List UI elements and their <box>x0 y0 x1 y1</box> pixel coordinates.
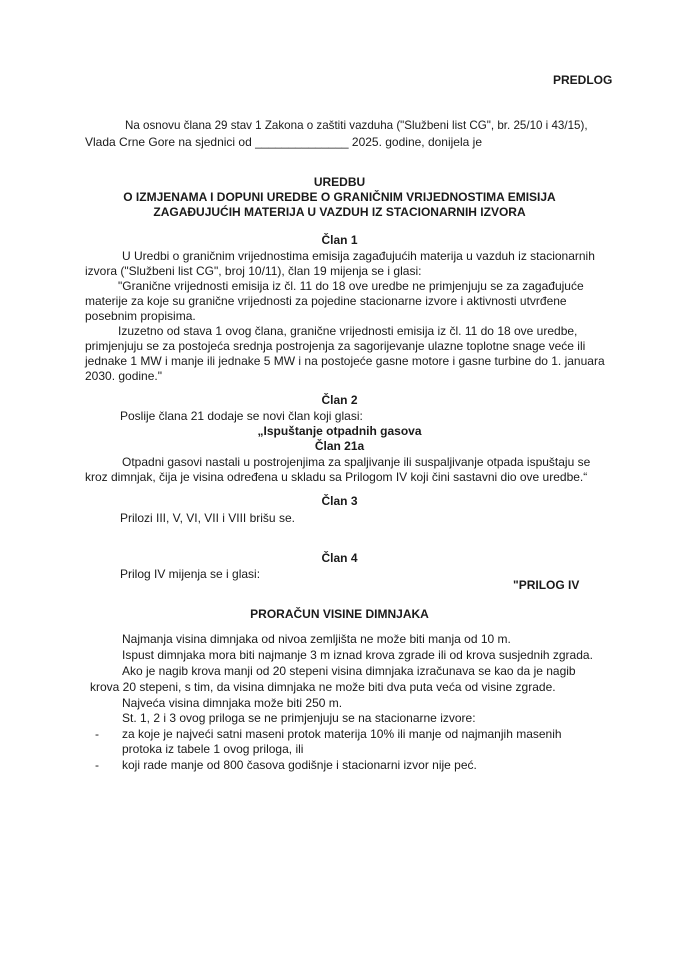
proracun-line: St. 1, 2 i 3 ovog priloga se ne primjenjuju se na stacionarne izvore: <box>122 711 476 725</box>
proracun-bullet: za koje je najveći satni maseni protok materija 10% ili manje od najmanjih masenih <box>122 727 562 741</box>
clan1-line: posebnim propisima. <box>85 309 196 323</box>
clan1-line: "Granične vrijednosti emisija iz čl. 11 do 18 ove uredbe ne primjenjuju se za zagađujuće <box>118 279 584 293</box>
title-line-1: UREDBU <box>313 175 366 189</box>
intro-line-2-part2: 2025. godine, donijela je <box>351 135 482 149</box>
proracun-line: Ako je nagib krova manji od 20 stepeni visina dimnjaka izračunava se kao da je nagib <box>122 664 576 678</box>
clan2-subtitle: „Ispuštanje otpadnih gasova <box>257 424 422 438</box>
clan2-line: Otpadni gasovi nastali u postrojenjima za spaljivanje ili suspaljivanje otpada ispuštaju se <box>122 455 591 469</box>
clan2-heading: Član 2 <box>321 393 358 407</box>
proracun-bullet: koji rade manje od 800 časova godišnje i stacionarni izvor nije peć. <box>122 758 477 772</box>
proracun-bullet-continued: protoka iz tabele 1 ovog priloga, ili <box>122 742 304 756</box>
clan1-line: primjenjuju se za postojeća srednja postrojenja za sagorijevanje ulazne toplotne snage veće ili <box>85 339 586 353</box>
clan1-line: jednake 1 MW i manje ili jednake 5 MW i na postojeće gasne motore i gasne turbine do 1. januara <box>85 354 605 368</box>
predlog-label: PREDLOG <box>553 73 613 87</box>
intro-line-1: Na osnovu člana 29 stav 1 Zakona o zaštiti vazduha ("Službeni list CG", br. 25/10 i 43/15), <box>125 119 588 132</box>
title-line-3: ZAGAĐUJUĆIH MATERIJA U VAZDUH IZ STACIONARNIH IZVORA <box>153 205 526 219</box>
proracun-line: Najmanja visina dimnjaka od nivoa zemljišta ne može biti manja od 10 m. <box>122 632 511 646</box>
clan1-line: Izuzetno od stava 1 ovog člana, granične vrijednosti emisija iz čl. 11 do 18 ove uredbe, <box>118 324 578 338</box>
clan4-heading: Član 4 <box>321 551 358 565</box>
proracun-line: krova 20 stepeni, s tim, da visina dimnjaka ne može biti dva puta veća od visine zgrade. <box>90 680 556 694</box>
bullet-dash: - <box>95 727 99 741</box>
clan3-text: Prilozi III, V, VI, VII i VIII brišu se. <box>120 511 295 525</box>
clan1-heading: Član 1 <box>321 233 358 247</box>
clan2-subheading: Član 21a <box>314 439 365 453</box>
intro-line-2-blank: ______________ <box>255 135 349 149</box>
intro-line-2 <box>85 135 482 149</box>
intro-line-2-part1: Vlada Crne Gore na sjednici od <box>85 135 252 149</box>
title-line-2: O IZMJENAMA I DOPUNI UREDBE O GRANIČNIM VRIJEDNOSTIMA EMISIJA <box>123 190 556 204</box>
proracun-line: Ispust dimnjaka mora biti najmanje 3 m iznad krova zgrade ili od krova susjednih zgrada. <box>122 648 593 662</box>
clan2-intro: Poslije člana 21 dodaje se novi član koji glasi: <box>120 409 363 423</box>
proracun-line: Najveća visina dimnjaka može biti 250 m. <box>122 696 343 710</box>
clan3-heading: Član 3 <box>321 494 358 508</box>
clan1-line: izvora ("Službeni list CG", broj 10/11), član 19 mijenja se i glasi: <box>85 264 422 278</box>
clan2-line: kroz dimnjak, čija je visina određena u skladu sa Prilogom IV koji čini sastavni dio ove uredbe.“ <box>85 470 588 484</box>
proracun-heading: PRORAČUN VISINE DIMNJAKA <box>250 607 429 621</box>
bullet-dash: - <box>95 758 99 772</box>
clan1-line: materije za koje su granične vrijednosti za pojedine stacionarne izvore i aktivnosti utvrđene <box>85 294 567 308</box>
prilog-label: "PRILOG IV <box>513 578 580 592</box>
clan1-line: U Uredbi o graničnim vrijednostima emisija zagađujućih materija u vazduh iz stacionarnih <box>122 249 595 263</box>
clan1-line: 2030. godine." <box>85 369 162 383</box>
clan4-text: Prilog IV mijenja se i glasi: <box>120 567 261 581</box>
